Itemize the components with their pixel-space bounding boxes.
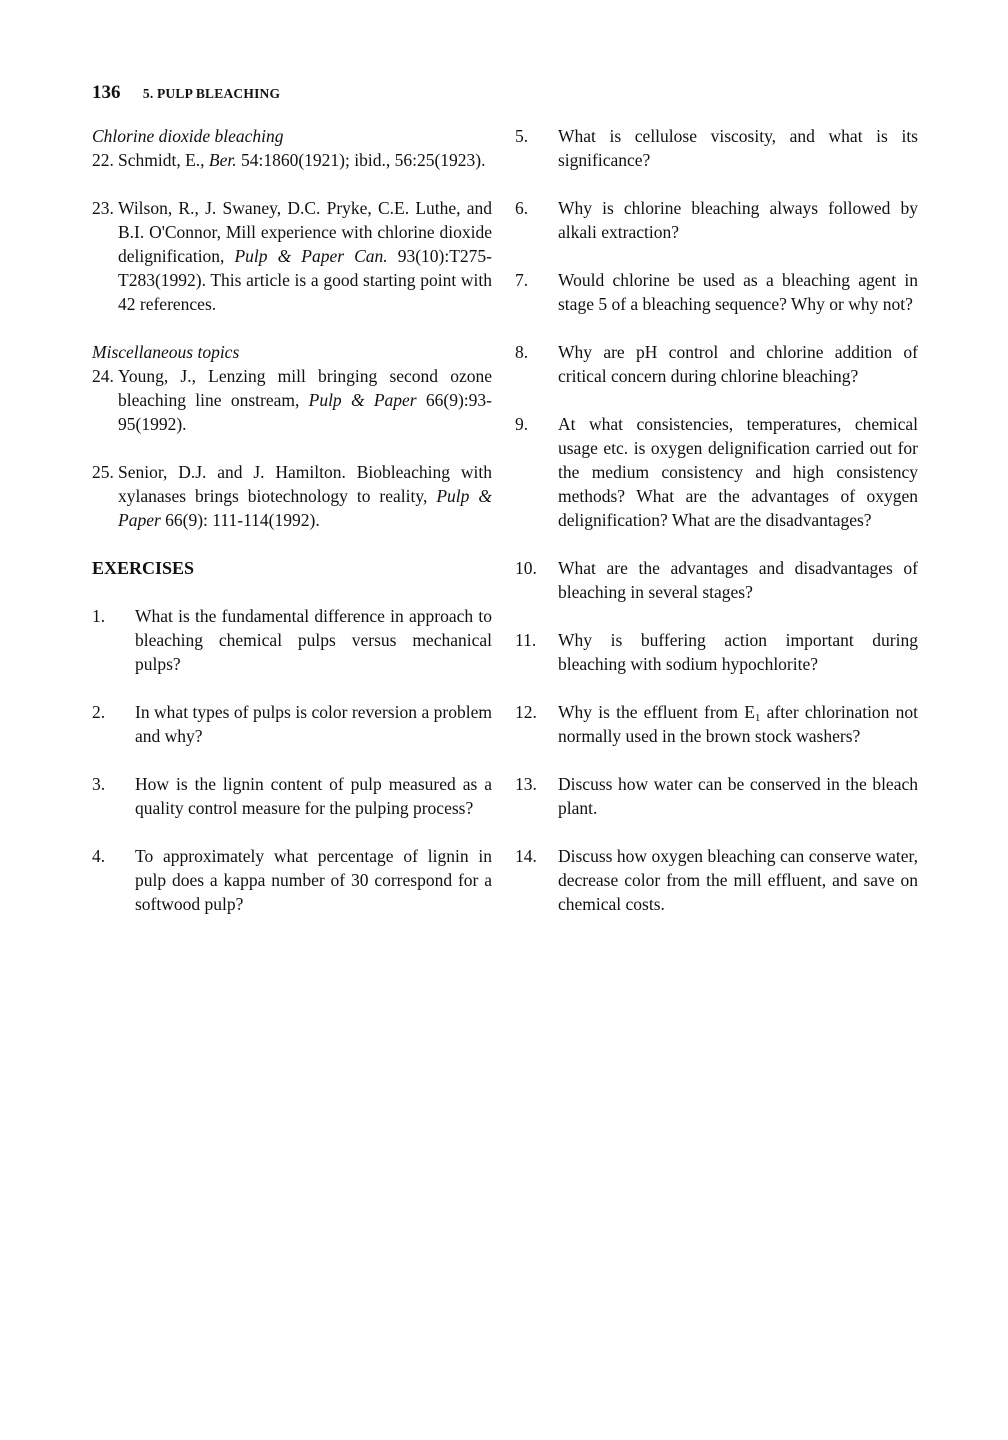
left-column — [92, 124, 492, 916]
exercise-text: Why is the effluent from $E_1$ after chlorination not normally used in the brown stock washers? — [558, 702, 918, 746]
exercise-number: 6. — [515, 198, 529, 218]
exercise-text: At what consistencies, temperatures, chemical usage etc. is oxygen delignification carried out for the medium consistency and high consistency methods? What are the advantages of oxygen delignification? What are the disadvantages? — [558, 414, 918, 530]
exercise-3 — [92, 772, 492, 820]
exercise-13 — [515, 772, 918, 820]
subheading-chlorine-dioxide: Chlorine dioxide bleaching — [92, 126, 284, 146]
exercise-number: 12. — [515, 702, 537, 722]
reference-24 — [92, 364, 492, 436]
reference-number: 25. — [92, 462, 114, 482]
reference-text: Senior, D.J. and J. Hamilton. Biobleaching with xylanases brings biotechnology to reality, Pulp & Paper 66(9): 111-114(1992). — [118, 462, 492, 530]
exercise-number: 2. — [92, 702, 106, 722]
exercise-number: 9. — [515, 414, 529, 434]
exercise-text: Discuss how water can be conserved in the bleach plant. — [558, 774, 918, 818]
reference-number: 24. — [92, 366, 114, 386]
exercise-7 — [515, 268, 918, 316]
reference-number: 23. — [92, 198, 114, 218]
exercise-text: Discuss how oxygen bleaching can conserve water, decrease color from the mill effluent, and save on chemical costs. — [558, 846, 918, 914]
exercise-8 — [515, 340, 918, 388]
exercise-1 — [92, 604, 492, 676]
exercise-text: Would chlorine be used as a bleaching agent in stage 5 of a bleaching sequence? Why or why not? — [558, 270, 918, 314]
exercise-14 — [515, 844, 918, 916]
exercise-9 — [515, 412, 918, 532]
reference-text: Wilson, R., J. Swaney, D.C. Pryke, C.E. Luthe, and B.I. O'Connor, Mill experience with chlorine dioxide delignification, Pulp & Paper Can. 93(10):T275-T283(1992). This article is a good starting point with 42 references. — [118, 198, 492, 314]
exercise-10 — [515, 556, 918, 604]
exercise-text: What is the fundamental difference in approach to bleaching chemical pulps versus mechanical pulps? — [135, 606, 492, 674]
exercise-6 — [515, 196, 918, 244]
exercise-2 — [92, 700, 492, 748]
reference-number: 22. — [92, 150, 114, 170]
exercise-number: 8. — [515, 342, 529, 362]
exercise-text: What is cellulose viscosity, and what is its significance? — [558, 126, 918, 170]
exercise-number: 10. — [515, 558, 537, 578]
exercise-number: 14. — [515, 846, 537, 866]
exercise-number: 7. — [515, 270, 529, 290]
exercise-number: 1. — [92, 606, 106, 626]
exercise-5 — [515, 124, 918, 172]
exercise-number: 3. — [92, 774, 106, 794]
page-number: 136 — [92, 82, 121, 103]
page-header — [92, 80, 280, 106]
reference-22 — [92, 148, 492, 172]
exercise-text: To approximately what percentage of lignin in pulp does a kappa number of 30 correspond for a softwood pulp? — [135, 846, 492, 914]
exercise-number: 5. — [515, 126, 529, 146]
exercise-text: Why is chlorine bleaching always followed by alkali extraction? — [558, 198, 918, 242]
reference-23 — [92, 196, 492, 316]
exercise-text: In what types of pulps is color reversion a problem and why? — [135, 702, 492, 746]
subheading-miscellaneous: Miscellaneous topics — [92, 342, 240, 362]
exercise-text: How is the lignin content of pulp measured as a quality control measure for the pulping process? — [135, 774, 492, 818]
running-head: 5. PULP BLEACHING — [142, 86, 281, 101]
exercises-heading: EXERCISES — [92, 558, 195, 578]
exercise-11 — [515, 628, 918, 676]
exercise-4 — [92, 844, 492, 916]
exercise-number: 11. — [515, 630, 537, 650]
exercise-number: 13. — [515, 774, 537, 794]
exercise-12 — [515, 700, 918, 748]
reference-25 — [92, 460, 492, 532]
exercise-text: Why are pH control and chlorine addition of critical concern during chlorine bleaching? — [558, 342, 918, 386]
reference-text: Young, J., Lenzing mill bringing second ozone bleaching line onstream, Pulp & Paper 66(9):93-95(1992). — [118, 366, 492, 434]
right-column — [515, 124, 918, 916]
exercise-text: What are the advantages and disadvantages of bleaching in several stages? — [558, 558, 918, 602]
exercise-text: Why is buffering action important during bleaching with sodium hypochlorite? — [558, 630, 918, 674]
exercise-number: 4. — [92, 846, 106, 866]
reference-text: Schmidt, E., Ber. 54:1860(1921); ibid., 56:25(1923). — [118, 150, 486, 170]
